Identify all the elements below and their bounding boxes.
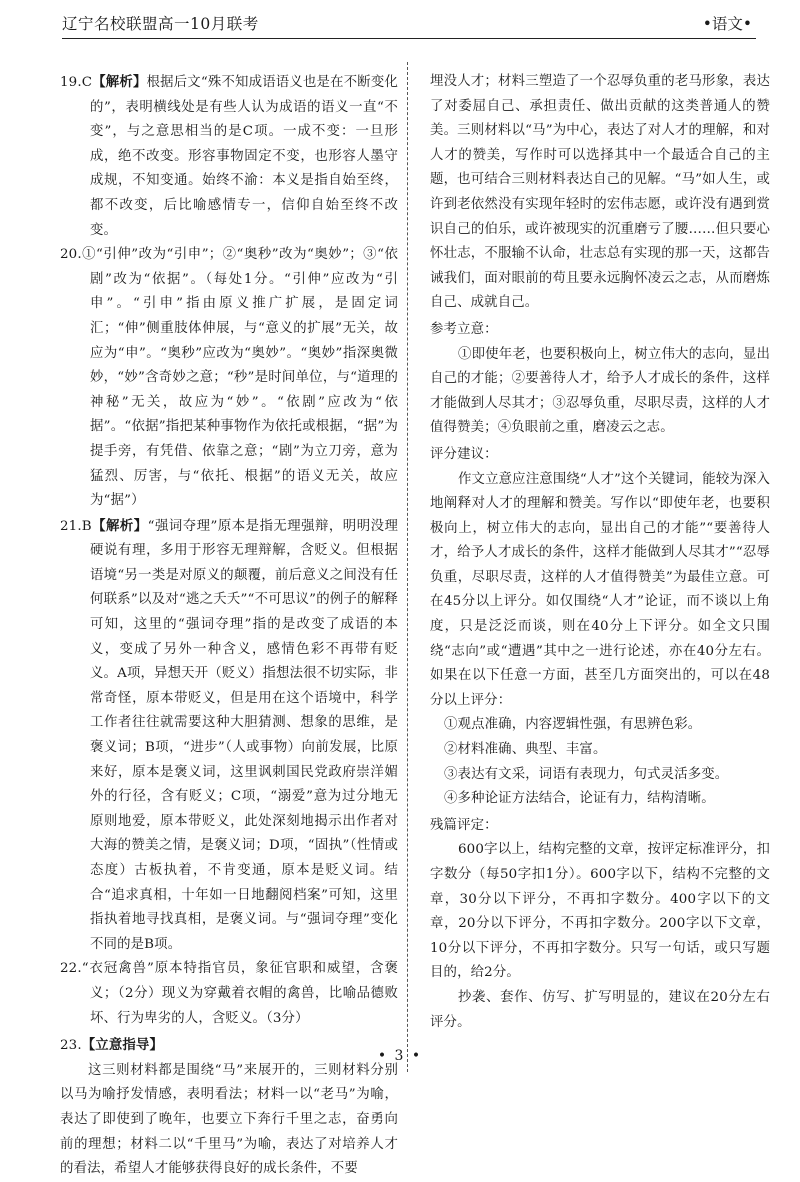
plagiarism-rule: 抄袭、套作、仿写、扩写明显的，建议在20分左右评分。 [430,989,770,1030]
answer-23-text: 这三则材料都是围绕“马”来展开的，三则材料分别以马为喻抒发情感，表明看法；材料一以“老马”为喻，表达了即使到了晚年，也要立下奔行千里之志，奋勇向前的理想；材料二以“千里马”为喻，表达了对培养人才的看法，希望人才能够获得良好的成长条件，不要 [60,1062,398,1177]
scoring-heading: 评分建议： [430,446,498,462]
guidance-tag: 【立意指导】 [81,1037,163,1054]
incomplete-heading: 残篇评定： [430,817,498,833]
question-number: 19.C [60,75,93,90]
criterion-item: ②材料准确、典型、丰富。 [444,742,607,758]
answer-text: 根据后文“殊不知成语语义也是在不断变化的”，表明横线处是有些人认为成语的语义一直“不变”，与之意思相当的是C项。一成不变：一旦形成，绝不改变。形容事物固定不变，也形容人墨守成规，不知变通。始终不渝：本义是指自始至终，都不改变，后比喻感情专一，信仰自始至终不改变。 [90,75,398,238]
answer-20 [60,243,398,514]
answer-22 [60,957,398,1031]
subject-label: •语文• [702,15,752,33]
reference-ideas: ①即使年老，也要积极向上，树立伟大的志向，显出自己的才能；②要善待人才，给予人才成长的条件，这样才能做到人尽其才；③忍辱负重，尽职尽责，这样的人才值得赞美；④负眼前之重，磨凌云之志。 [430,346,770,436]
answer-21 [60,514,398,958]
analysis-tag: 【解析】 [91,517,148,534]
column-divider [407,62,408,1072]
exam-title: 辽宁名校联盟高一10月联考 [62,15,259,33]
scoring-suggestions: 作文立意应注意围绕“人才”这个关键词，能较为深入地阐释对人才的理解和赞美。写作以“即使年老，也要积极向上，树立伟大的志向，显出自己的才能”“要善待人才，给予人才成长的条件，这样才能做到人尽其才”“忍辱负重，尽职尽责，这样的人才值得赞美”为最佳立意。可在45分以上评分。如仅围绕“人才”论证，而不谈以上角度，只是泛泛而谈，则在40分上下评分。如全文只围绕“志向”或“遭遇”其中之一进行论述，亦在40分左右。如果在以下任意一方面，甚至几方面突出的，可以在48分以上评分： [430,471,770,708]
analysis-tag: 【解析】 [92,74,147,90]
left-column [60,70,398,1182]
criterion-item: ①观点准确，内容逻辑性强，有思辨色彩。 [444,717,702,733]
answer-text: “衣冠禽兽”原本特指官员，象征官职和威望，含褒义；（2分）现义为穿戴着衣帽的禽兽，比喻品德败坏、行为卑劣的人，含贬义。（3分） [81,961,398,1026]
criterion-item: ④多种论证方法结合，论证有力，结构清晰。 [444,791,715,807]
question-number: 22. [60,961,82,977]
answer-23-continued: 埋没人才；材料三塑造了一个忍辱负重的老马形象，表达了对委屈自己、承担责任、做出贡献的这类普通人的赞美。三则材料以“马”为中心，表达了对人才的理解，和对人才的赞美，写作时可以选择其中一个最适合自己的主题，也可结合三则材料表达自己的见解。“马”如人生，或许到老依然没有实现年轻时的宏伟志愿，或许没有遇到赏识自己的伯乐，或许被现实的沉重磨亏了腰……但只要心怀壮志，不服输不认命，壮志总有实现的那一天，这都告诫我们，面对眼前的苟且要永远胸怀凌云之志，从而磨炼自己、成就自己。 [430,74,770,311]
page-number: • 3 • [377,1048,423,1064]
right-column [430,70,770,1035]
question-number: 21.B [60,518,92,534]
criterion-item: ③表达有文采，词语有表现力，句式灵活多变。 [444,766,729,782]
question-number: 20. [60,247,82,263]
incomplete-rules: 600字以上，结构完整的文章，按评定标准评分，扣字数分（每50字扣1分）。600字以下，结构不完整的文章，30分以下评分，不再扣字数分。400字以下的文章，20分以下评分，不再扣字数分。200字以下文章，10分以下评分，不再扣字数分。只写一句话，或只写题目的，给2分。 [430,842,770,981]
answer-19 [60,70,398,243]
question-number: 23. [60,1038,82,1054]
reference-heading: 参考立意： [430,321,498,337]
answer-text: ①“引伸”改为“引申”；②“奥秒”改为“奥妙”；③“依剧”改为“依据”。（每处1分。“引伸”应改为“引申”。“引申”指由原义推广扩展，是固定词汇；“伸”侧重肢体伸展，与“意义的扩展”无关，故应为“申”。“奥秒”应改为“奥妙”。“奥妙”指深奥微妙，“妙”含奇妙之意；“秒”是时间单位，与“道理的神秘”无关，故应为“妙”。“依剧”应改为“依据”。“依据”指把某种事物作为依托或根据，“据”为提手旁，有凭借、依靠之意；“剧”为立刀旁，意为猛烈、厉害，与“依托、根据”的语义无关，故应为“据”） [81,247,398,509]
page-header [62,8,756,39]
answer-text: “强词夺理”原本是指无理强辩，明明没理硬说有理，多用于形容无理辩解，含贬义。但根据语境“另一类是对原义的颠覆，前后意义之间没有任何联系”以及对“逃之夭夭”“不可思议”的例子的解释可知，这里的“强词夺理”指的是改变了成语的本义，变成了另外一种含义，感情色彩不再带有贬义。A项，异想天开（贬义）指想法很不切实际，非常奇怪，原本带贬义，但是用在这个语境中，科学工作者往往就需要这种大胆猜测、想象的思维，是褒义词；B项，“进步”（人或事物）向前发展，比原来好，原本是褒义词，这里讽刺国民党政府崇洋媚外的行径，含有贬义；C项，“溺爱”意为过分地无原则地爱，原本带贬义，此处深刻地揭示出作者对大海的赞美之情，是褒义词；D项，“固执”（性情或态度）古板执着，不肯变通，原本是贬义词。结合“追求真相，十年如一日地翻阅档案”可知，这里指执着地寻找真相，是褒义词。与“强词夺理”变化不同的是B项。 [90,518,398,952]
